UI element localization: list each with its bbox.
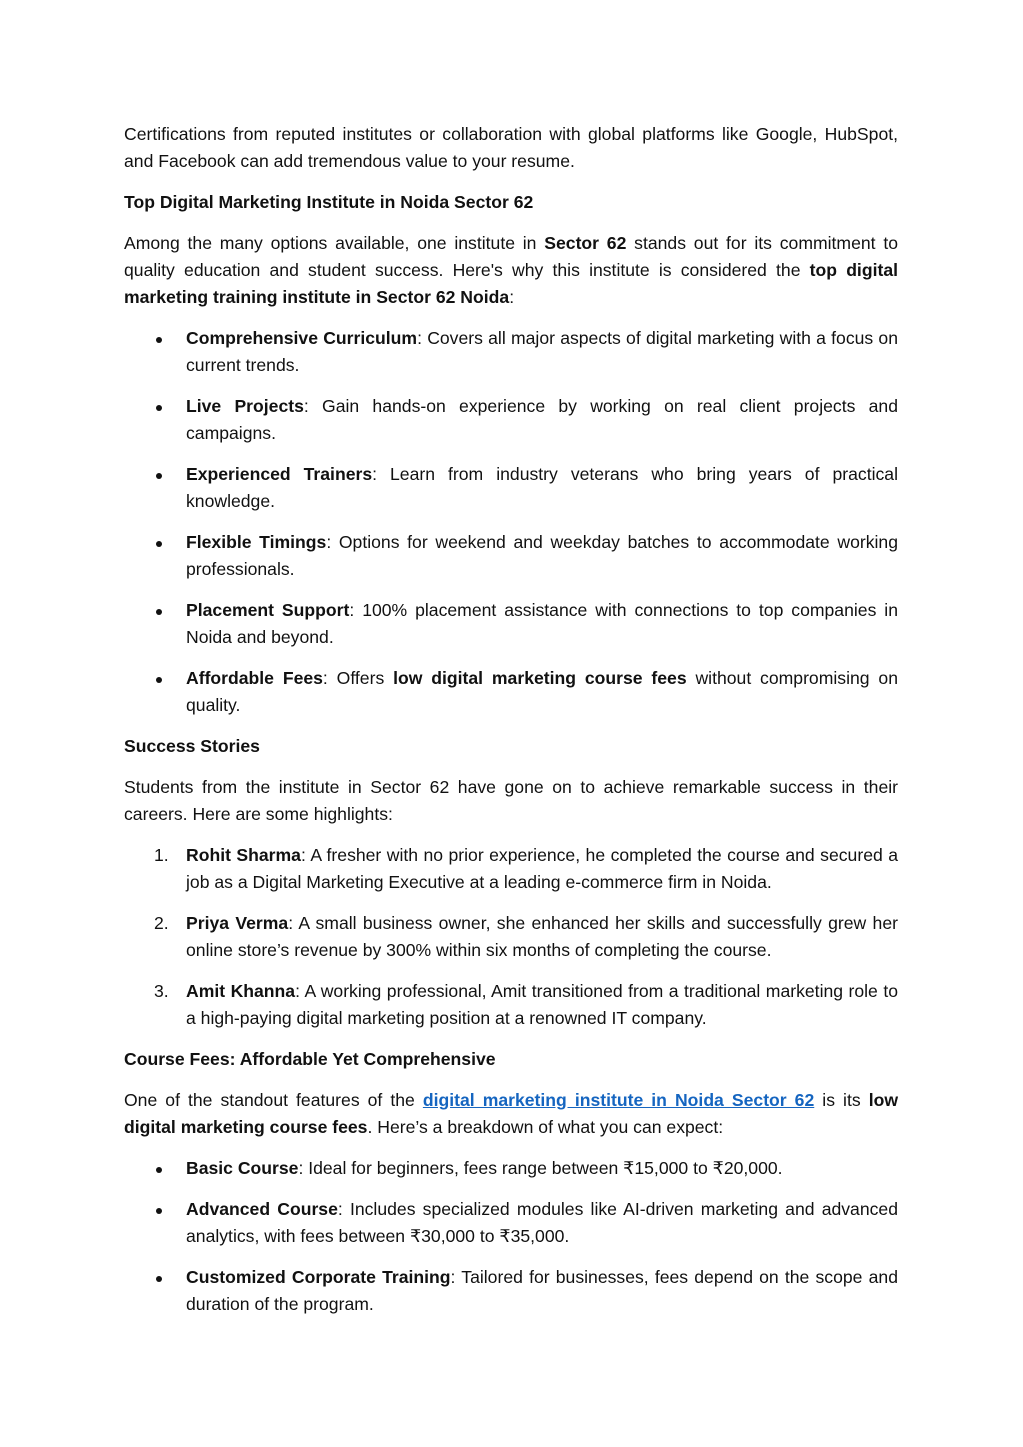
list-item [124,597,898,651]
text-run: One of the standout features of the [124,1090,423,1110]
item-text: : A fresher with no prior experience, he completed the course and secured a job as a Digital Marketing Executive at a leading e-commerce firm in Noida. [186,845,898,892]
intro-paragraph: Certifications from reputed institutes or collaboration with global platforms like Google, HubSpot, and Facebook can add tremendous value to your resume. [124,124,898,171]
item-text: : 100% placement assistance with connections to top companies in Noida and beyond. [186,600,898,647]
bullet-icon [156,337,162,343]
list-item [124,665,898,719]
item-label: Advanced Course [186,1199,338,1219]
bullet-icon [156,1208,162,1214]
text-run: stands out for its commitment to quality education and student success. Here's why this institute is considered the [124,233,898,280]
item-label: Live Projects [186,396,304,416]
fees-list [124,1155,898,1318]
item-number: 2. [154,913,169,933]
section-heading-success-stories: Success Stories [124,736,260,756]
item-text: : Learn from industry veterans who bring years of practical knowledge. [186,464,898,511]
list-item [124,1196,898,1250]
item-label: Customized Corporate Training [186,1267,451,1287]
bullet-icon [156,541,162,547]
item-text: : Tailored for businesses, fees depend on the scope and duration of the program. [186,1267,898,1314]
item-text: : Options for weekend and weekday batches to accommodate working professionals. [186,532,899,579]
item-label: Rohit Sharma [186,845,301,865]
text-run: : [509,287,515,307]
item-text: : Offers [322,668,394,688]
bold-run: Sector 62 [544,233,627,253]
list-item [124,1155,898,1182]
bold-run: low digital marketing course fees [124,1090,899,1137]
bold-run: low digital marketing course fees [393,668,687,688]
section3-paragraph [124,1087,898,1141]
bullet-icon [156,677,162,683]
list-item [124,1264,898,1318]
list-item [124,529,898,583]
item-label: Comprehensive Curriculum [186,328,418,348]
text-run: is its [814,1090,869,1110]
item-text: : A working professional, Amit transitioned from a traditional marketing role to a high-paying digital marketing position at a renowned IT company. [186,981,898,1028]
section-heading-course-fees: Course Fees: Affordable Yet Comprehensive [124,1049,496,1069]
bold-run: top digital marketing training institute in Sector 62 Noida [124,260,898,307]
bullet-icon [156,473,162,479]
item-text: without compromising on quality. [186,668,898,715]
bullet-icon [156,1167,162,1173]
bullet-icon [156,405,162,411]
item-number: 3. [154,981,169,1001]
item-text: : A small business owner, she enhanced her skills and successfully grew her online store’s revenue by 300% within six months of completing the course. [186,913,898,960]
list-item [124,325,898,379]
bullet-icon [156,609,162,615]
list-item [124,978,898,1032]
section-heading-top-institute: Top Digital Marketing Institute in Noida Sector 62 [124,192,534,212]
item-number: 1. [154,845,169,865]
item-label: Amit Khanna [186,981,296,1001]
features-list [124,325,898,719]
list-item [124,910,898,964]
list-item [124,842,898,896]
item-label: Flexible Timings [186,532,327,552]
item-text: : Covers all major aspects of digital marketing with a focus on current trends. [186,328,898,375]
item-label: Placement Support [186,600,350,620]
item-text: : Includes specialized modules like AI-driven marketing and advanced analytics, with fees between ₹30,000 to ₹35,000. [186,1199,898,1246]
text-run: . Here’s a breakdown of what you can expect: [367,1117,724,1137]
item-label: Affordable Fees [186,668,323,688]
text-run: Among the many options available, one institute in [124,233,545,253]
bullet-icon [156,1276,162,1282]
item-label: Basic Course [186,1158,299,1178]
section1-paragraph [124,230,898,311]
item-label: Experienced Trainers [186,464,373,484]
section2-paragraph: Students from the institute in Sector 62 have gone on to achieve remarkable success in their careers. Here are some highlights: [124,777,898,824]
item-label: Priya Verma [186,913,289,933]
success-stories-list [124,842,898,1032]
item-text: : Ideal for beginners, fees range between ₹15,000 to ₹20,000. [298,1158,783,1178]
institute-link[interactable]: digital marketing institute in Noida Sector 62 [422,1090,815,1110]
list-item [124,461,898,515]
item-text: : Gain hands-on experience by working on real client projects and campaigns. [186,396,898,443]
list-item [124,393,898,447]
